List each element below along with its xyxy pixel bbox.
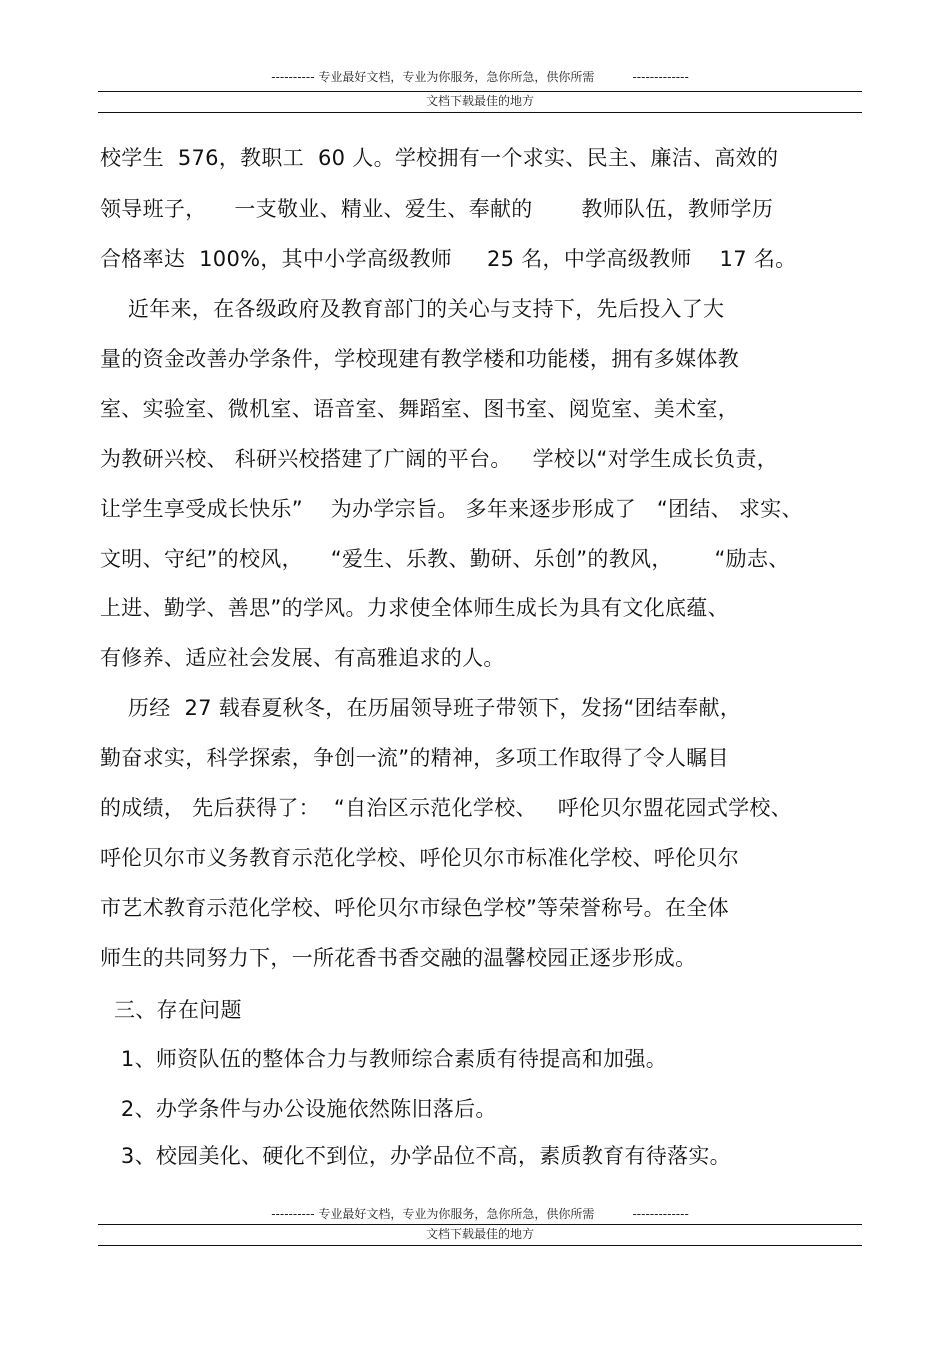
section-heading: 三、存在问题: [100, 998, 242, 1022]
text-line: 文明、守纪”的校风， “爱生、乐教、勤研、乐创”的教风， “励志、: [100, 547, 790, 571]
text-line: 领导班子， 一支敬业、精业、爱生、奉献的 教师队伍，教师学历: [100, 197, 774, 221]
list-item: 1、师资队伍的整体合力与教师综合素质有待提高和加强。: [100, 1047, 668, 1071]
text-line: 为教研兴校、 科研兴校搭建了广阔的平台。 学校以“对学生成长负责，: [100, 447, 779, 471]
header-rule-top: [98, 91, 862, 92]
text-line: 师生的共同努力下，一所花香书香交融的温馨校园正逐步形成。: [100, 946, 697, 970]
text-line: 的成绩， 先后获得了： “自治区示范化学校、 呼伦贝尔盟花园式学校、: [100, 796, 793, 820]
text-line: 市艺术教育示范化学校、呼伦贝尔市绿色学校”等荣誉称号。在全体: [100, 896, 729, 920]
text-line: 呼伦贝尔市义务教育示范化学校、呼伦贝尔市标准化学校、呼伦贝尔: [100, 846, 739, 870]
list-item: 2、办学条件与办公设施依然陈旧落后。: [100, 1097, 497, 1121]
text-line: 室、实验室、微机室、语音室、舞蹈室、图书室、阅览室、美术室，: [100, 397, 739, 421]
footer-slogan: ---------- 专业最好文档，专业为你服务，急你所急，供你所需 -------------: [271, 1207, 689, 1221]
text-line: 历经 27 载春夏秋冬，在历届领导班子带领下，发扬“团结奉献，: [100, 696, 742, 720]
text-line: 量的资金改善办学条件，学校现建有教学楼和功能楼，拥有多媒体教: [100, 347, 739, 371]
text-line: 校学生 576，教职工 60 人。学校拥有一个求实、民主、廉洁、高效的: [100, 146, 779, 170]
header-slogan: ---------- 专业最好文档，专业为你服务，急你所急，供你所需 -------------: [271, 70, 689, 84]
text-line: 有修养、适应社会发展、有高雅追求的人。: [100, 646, 505, 670]
text-line: 让学生享受成长快乐” 为办学宗旨。 多年来逐步形成了 “团结、 求实、: [100, 497, 803, 521]
header-rule-bottom: [98, 112, 862, 113]
text-line: 合格率达 100%，其中小学高级教师 25 名，中学高级教师 17 名。: [100, 247, 797, 271]
header-tagline: 文档下载最佳的地方: [425, 94, 534, 108]
text-line: 勤奋求实，科学探索，争创一流”的精神，多项工作取得了令人瞩目: [100, 746, 729, 770]
footer-rule-bottom: [98, 1245, 862, 1246]
footer-rule-top: [98, 1224, 862, 1225]
footer-tagline: 文档下载最佳的地方: [425, 1227, 534, 1241]
text-line: 近年来，在各级政府及教育部门的关心与支持下，先后投入了大: [100, 297, 725, 321]
text-line: 上进、勤学、善思”的学风。力求使全体师生成长为具有文化底蕴、: [100, 596, 729, 620]
list-item: 3、校园美化、硬化不到位，办学品位不高，素质教育有待落实。: [100, 1144, 731, 1168]
